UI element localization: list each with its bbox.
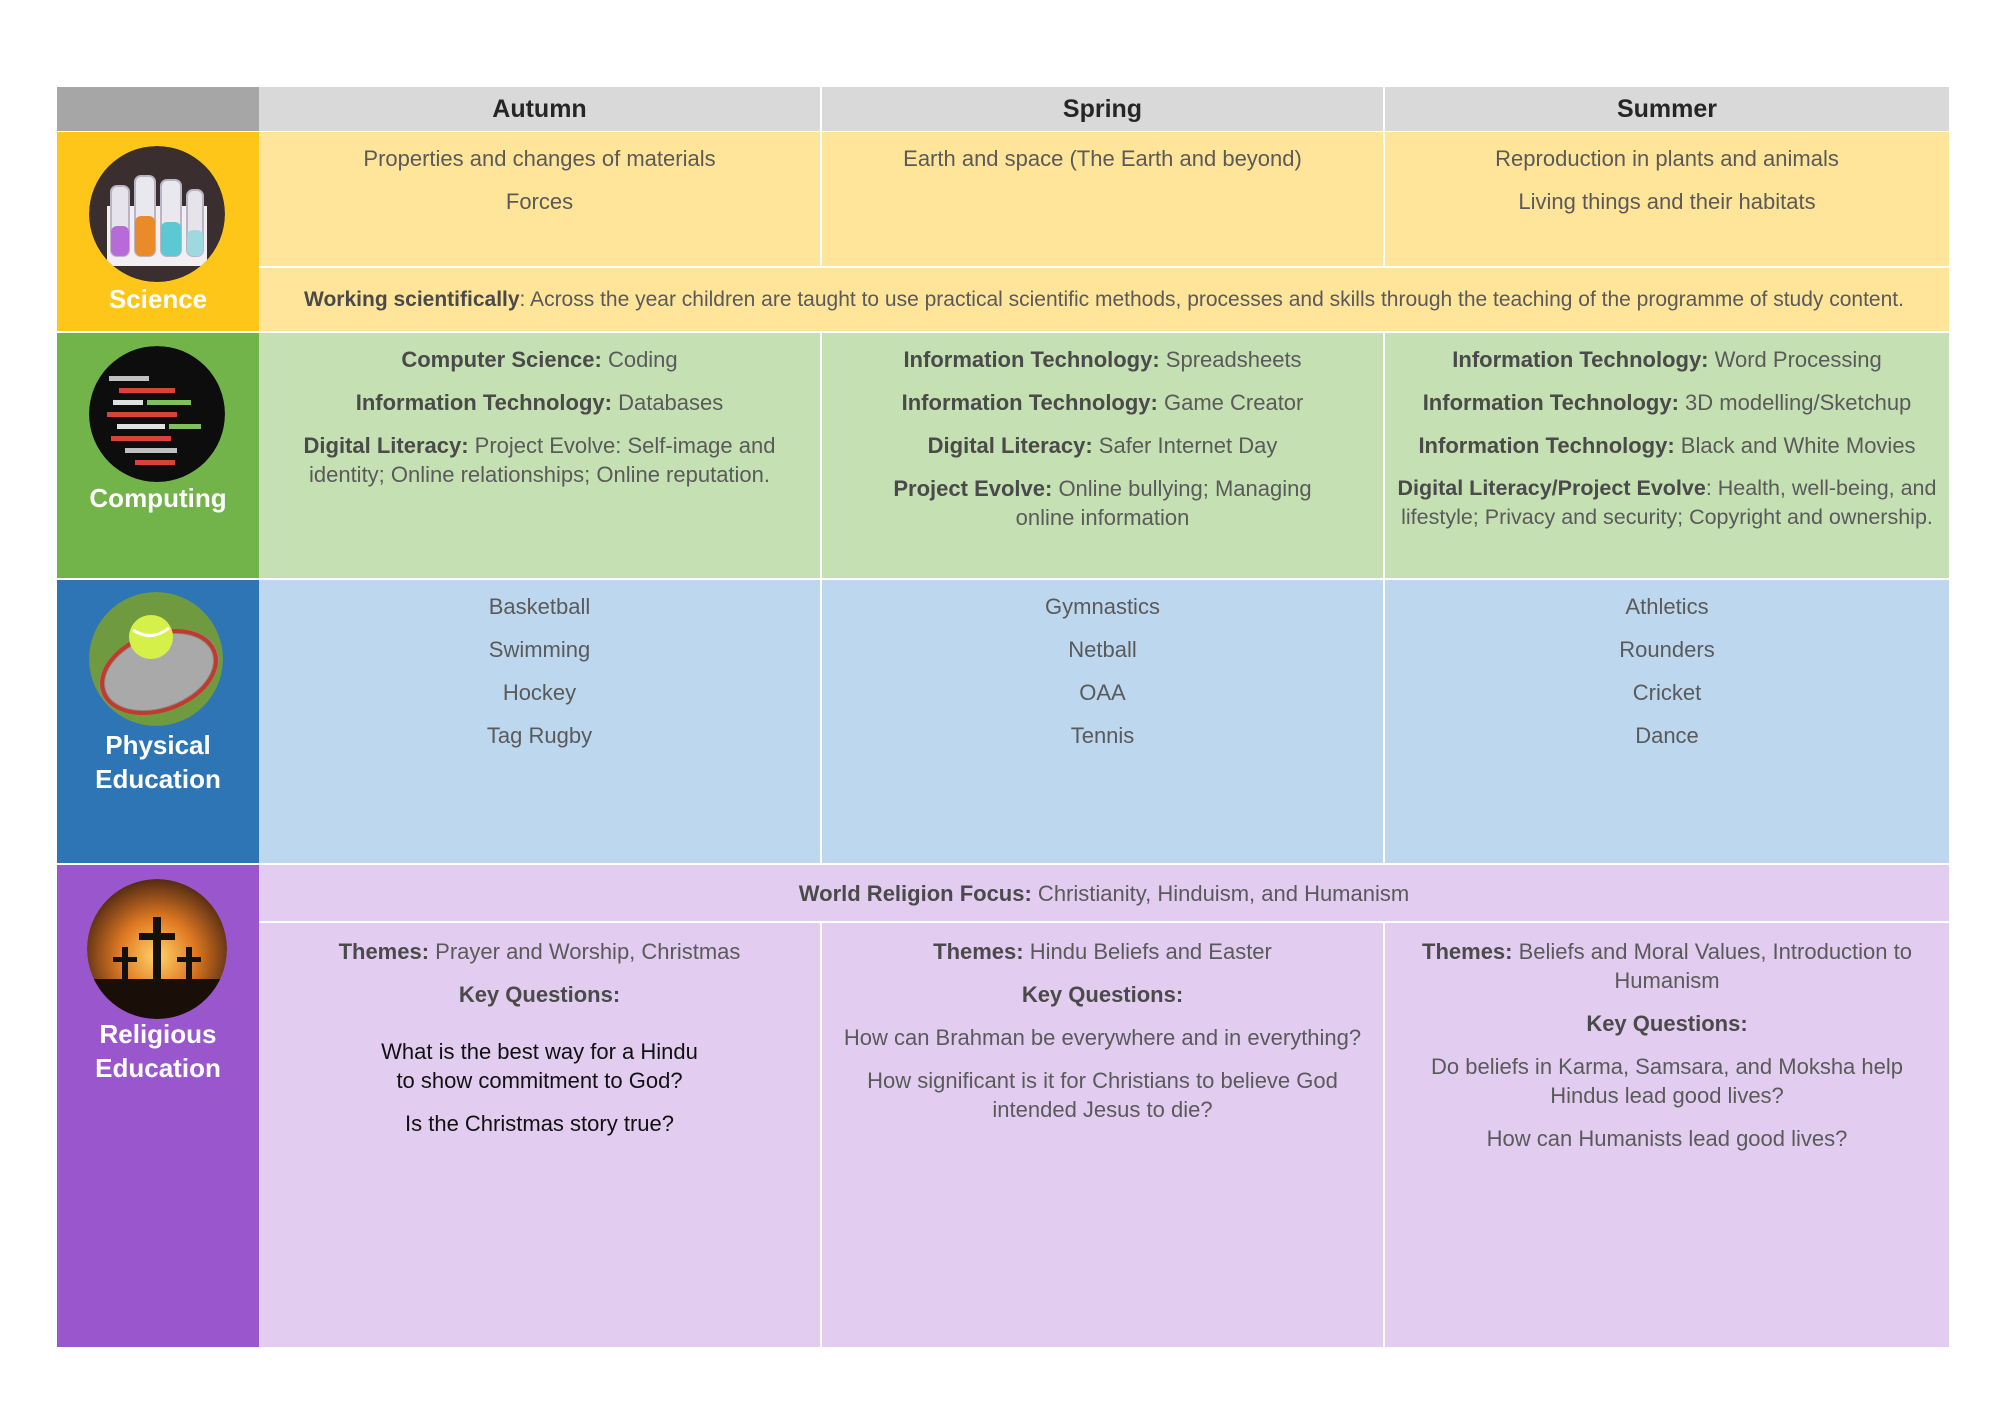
header-corner <box>57 87 259 131</box>
re-autumn-question: What is the best way for a Hindu to show commitment to God? <box>381 1039 698 1093</box>
pe-spring <box>822 580 1385 863</box>
working-scientifically-text: : Across the year children are taught to use practical scientific methods, processes and skills through the teaching of the programme of study content. <box>519 288 1904 311</box>
pe-autumn-activity: Tag Rugby <box>486 723 593 748</box>
computing-spring-item: Project Evolve: Online bullying; Managing online information <box>893 476 1312 530</box>
header-summer: Summer <box>1385 87 1949 131</box>
re-spring-question: How can Brahman be everywhere and in everything? <box>843 1025 1362 1050</box>
pe-autumn-activity: Basketball <box>488 594 591 619</box>
science-summer <box>1385 132 1949 266</box>
header-spring: Spring <box>822 87 1385 131</box>
re-world-religion-focus <box>259 865 1949 921</box>
re-focus-text: Christianity, Hinduism, and Humanism <box>1031 880 1410 906</box>
science-autumn <box>259 132 822 266</box>
pe-spring-activity: OAA <box>1079 680 1126 705</box>
re-spring-key-questions-label: Key Questions: <box>1021 982 1184 1007</box>
working-scientifically-label: Working scientifically <box>304 288 520 311</box>
subject-science <box>57 132 259 331</box>
re-summer-themes: Themes: Beliefs and Moral Values, Introduction to Humanism <box>1422 939 1912 993</box>
re-autumn-key-questions-label: Key Questions: <box>458 982 621 1007</box>
re-autumn <box>259 923 822 1347</box>
science-spring-topic-1: Earth and space (The Earth and beyond) <box>903 146 1302 171</box>
computing-summer-item: Information Technology: Black and White Movies <box>1418 433 1916 458</box>
pe-spring-activity: Tennis <box>1070 723 1135 748</box>
header-autumn: Autumn <box>259 87 822 131</box>
tennis-ball-racket-icon <box>89 592 223 726</box>
computing-summer <box>1385 333 1949 578</box>
science-autumn-topic-1: Properties and changes of materials <box>363 146 716 171</box>
computing-spring-item: Information Technology: Game Creator <box>901 390 1304 415</box>
curriculum-table <box>57 87 1949 1347</box>
computing-summer-item: Digital Literacy/Project Evolve: Health, well-being, and lifestyle; Privacy and security; Copyright and ownership. <box>1397 476 1937 529</box>
re-spring <box>822 923 1385 1347</box>
science-spring <box>822 132 1385 266</box>
re-summer-key-questions-label: Key Questions: <box>1586 1011 1748 1036</box>
pe-autumn-activity: Hockey <box>502 680 577 705</box>
re-summer-question: Do beliefs in Karma, Samsara, and Moksha help Hindus lead good lives? <box>1430 1054 1903 1108</box>
subject-label-pe-line2: Education <box>95 764 221 794</box>
crosses-sunset-icon <box>87 879 227 1019</box>
pe-summer <box>1385 580 1949 863</box>
re-spring-themes: Themes: Hindu Beliefs and Easter <box>933 939 1272 964</box>
pe-spring-activity: Netball <box>1068 637 1137 662</box>
computing-summer-item: Information Technology: 3D modelling/Sketchup <box>1422 390 1912 415</box>
re-summer <box>1385 923 1949 1347</box>
science-working-scientifically <box>259 268 1949 331</box>
code-screen-icon <box>89 346 225 482</box>
subject-label-pe-line1: Physical <box>105 730 211 760</box>
re-autumn-themes: Themes: Prayer and Worship, Christmas <box>338 939 741 964</box>
computing-spring <box>822 333 1385 578</box>
subject-label-re-line2: Education <box>95 1053 221 1083</box>
computing-summer-item: Information Technology: Word Processing <box>1452 347 1882 372</box>
subject-physical-education <box>57 580 259 863</box>
subject-label-science: Science <box>108 284 208 314</box>
pe-autumn-activity: Swimming <box>488 637 591 662</box>
computing-autumn-item: Digital Literacy: Project Evolve: Self-image and identity; Online relationships; Online reputation. <box>303 433 776 487</box>
re-autumn-question: Is the Christmas story true? <box>405 1111 674 1136</box>
test-tubes-icon <box>89 146 225 282</box>
computing-autumn-item: Computer Science: Coding <box>401 347 678 372</box>
science-autumn-topic-2: Forces <box>505 189 574 214</box>
computing-spring-item: Digital Literacy: Safer Internet Day <box>927 433 1278 458</box>
subject-religious-education <box>57 865 259 1347</box>
pe-autumn <box>259 580 822 863</box>
subject-label-computing: Computing <box>89 483 227 513</box>
subject-label-re-line1: Religious <box>99 1019 217 1049</box>
re-summer-question: How can Humanists lead good lives? <box>1486 1126 1848 1151</box>
science-summer-topic-1: Reproduction in plants and animals <box>1495 146 1839 171</box>
subject-computing <box>57 333 259 578</box>
pe-summer-activity: Rounders <box>1619 637 1715 662</box>
science-summer-topic-2: Living things and their habitats <box>1518 189 1816 214</box>
computing-spring-item: Information Technology: Spreadsheets <box>903 347 1302 372</box>
re-spring-question: How significant is it for Christians to believe God intended Jesus to die? <box>867 1068 1338 1122</box>
pe-summer-activity: Athletics <box>1625 594 1709 619</box>
pe-spring-activity: Gymnastics <box>1045 594 1160 619</box>
pe-summer-activity: Dance <box>1635 723 1699 748</box>
re-focus-label: World Religion Focus: <box>798 880 1032 906</box>
pe-summer-activity: Cricket <box>1632 680 1702 705</box>
computing-autumn-item: Information Technology: Databases <box>355 390 724 415</box>
computing-autumn <box>259 333 822 578</box>
